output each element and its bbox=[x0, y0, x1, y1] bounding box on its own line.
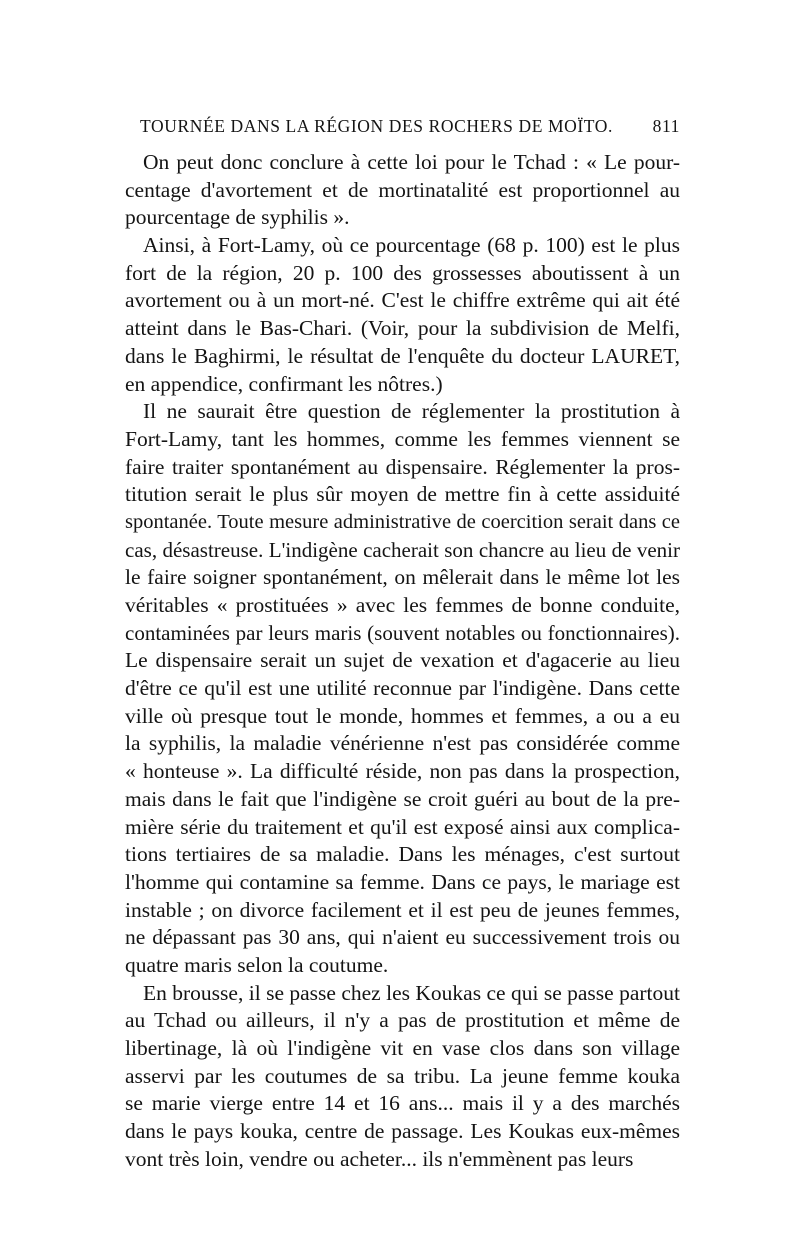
paragraph bbox=[125, 149, 680, 232]
page-number: 811 bbox=[652, 116, 680, 136]
text-line: pourcentage de syphilis ». bbox=[125, 205, 350, 230]
paragraph bbox=[125, 398, 680, 979]
text-line: se marie vierge entre 14 et 16 ans... mais il y a des marchés bbox=[125, 1091, 680, 1116]
text-line: atteint dans le Bas-Chari. (Voir, pour la subdivision de Melfi, bbox=[125, 316, 680, 341]
running-header bbox=[140, 116, 680, 144]
text-line: l'homme qui contamine sa femme. Dans ce pays, le mariage est bbox=[125, 869, 680, 894]
text-line: faire traiter spontanément au dispensaire. Réglementer la pros- bbox=[125, 454, 680, 479]
text-line: vont très loin, vendre ou acheter... ils n'emmènent pas leurs bbox=[125, 1146, 634, 1171]
text-line: ne dépassant pas 30 ans, qui n'aient eu successivement trois ou bbox=[125, 925, 680, 950]
body-text bbox=[125, 149, 680, 1173]
text-line: au Tchad ou ailleurs, il n'y a pas de prostitution et même de bbox=[125, 1008, 680, 1033]
text-line: Fort-Lamy, tant les hommes, comme les femmes viennent se bbox=[125, 426, 680, 451]
text-line: En brousse, il se passe chez les Koukas ce qui se passe partout bbox=[143, 980, 680, 1005]
text-line: « honteuse ». La difficulté réside, non pas dans la prospection, bbox=[125, 759, 680, 784]
text-line: véritables « prostituées » avec les femmes de bonne conduite, bbox=[125, 593, 680, 617]
text-line: ville où presque tout le monde, hommes et femmes, a ou a eu bbox=[125, 703, 680, 728]
paragraph bbox=[125, 980, 680, 1174]
text-line: fort de la région, 20 p. 100 des grossesses aboutissent à un bbox=[125, 260, 680, 285]
text-line: tions tertiaires de sa maladie. Dans les ménages, c'est surtout bbox=[125, 842, 680, 867]
text-line: On peut donc conclure à cette loi pour le Tchad : « Le pour- bbox=[143, 150, 680, 174]
text-line: centage d'avortement et de mortinatalité est proportionnel au bbox=[125, 177, 680, 202]
text-line: libertinage, là où l'indigène vit en vase clos dans son village bbox=[125, 1036, 680, 1060]
text-line: dans le pays kouka, centre de passage. Les Koukas eux-mêmes bbox=[125, 1119, 680, 1144]
text-line: Il ne saurait être question de réglementer la prostitution à bbox=[143, 399, 680, 424]
text-line: quatre maris selon la coutume. bbox=[125, 952, 389, 977]
text-line: asservi par les coutumes de sa tribu. La jeune femme kouka bbox=[125, 1063, 680, 1088]
text-line: mais dans le fait que l'indigène se croit guéri au bout de la pre- bbox=[125, 786, 680, 811]
paragraph bbox=[125, 232, 680, 398]
text-line: la syphilis, la maladie vénérienne n'est pas considérée comme bbox=[125, 731, 680, 756]
text-line: Le dispensaire serait un sujet de vexation et d'agacerie au lieu bbox=[125, 648, 680, 673]
text-line: instable ; on divorce facilement et il est peu de jeunes femmes, bbox=[125, 897, 680, 922]
text-line: le faire soigner spontanément, on mêlerait dans le même lot les bbox=[125, 565, 680, 590]
text-line: spontanée. Toute mesure administrative de coercition serait dans ce bbox=[125, 510, 680, 533]
text-line: contaminées par leurs maris (souvent notables ou fonctionnaires). bbox=[125, 620, 680, 645]
text-line: en appendice, confirmant les nôtres.) bbox=[125, 371, 443, 396]
text-line: Ainsi, à Fort-Lamy, où ce pourcentage (68 p. 100) est le plus bbox=[143, 233, 680, 258]
text-line: dans le Baghirmi, le résultat de l'enquête du docteur LAURET, bbox=[125, 343, 680, 368]
text-line: mière série du traitement et qu'il est exposé ainsi aux complica- bbox=[125, 814, 680, 839]
text-line: avortement ou à un mort-né. C'est le chiffre extrême qui ait été bbox=[125, 288, 680, 313]
text-line: cas, désastreuse. L'indigène cacherait son chancre au lieu de venir bbox=[125, 537, 680, 562]
running-title: TOURNÉE DANS LA RÉGION DES ROCHERS DE MOÏTO. bbox=[140, 116, 613, 136]
text-line: d'être ce qu'il est une utilité reconnue par l'indigène. Dans cette bbox=[125, 676, 680, 701]
text-line: titution serait le plus sûr moyen de mettre fin à cette assiduité bbox=[125, 482, 680, 507]
